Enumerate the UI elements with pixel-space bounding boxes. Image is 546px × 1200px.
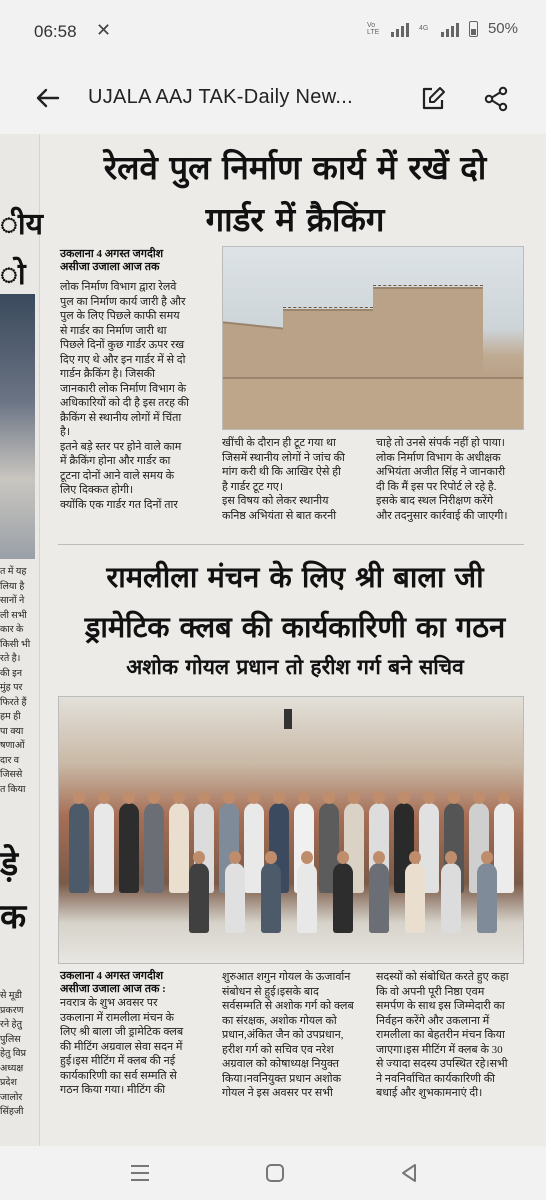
adjacent-text-fragment: हम ही <box>0 712 21 722</box>
text-line: कि वो अपनी पूरी निष्ठा एवम <box>376 985 485 998</box>
text-line: प्रधान,अंकित जैन को उपप्रधान, <box>222 1029 344 1041</box>
text-line: दिए गए थे और इन गार्डर में से दो <box>60 353 186 366</box>
adjacent-text-fragment: से मूडी <box>0 991 23 1001</box>
adjacent-text-fragment: फिरते हैं <box>0 697 27 708</box>
text-line: इसके बाद स्थल निरीक्षण करेंगे <box>376 495 494 507</box>
adjacent-text-fragment: लिया है <box>0 581 25 592</box>
text-line: लिए दिक्कत होगी। <box>60 484 134 496</box>
article1-headline <box>60 142 530 246</box>
adjacent-photo <box>0 294 35 559</box>
adjacent-text-fragment: की इन <box>0 668 23 679</box>
text-line: क्रैकिंग से स्थानीय लोगों में चिंता <box>60 411 182 424</box>
text-line: है गार्डर टूट गए। <box>222 480 284 493</box>
adjacent-text-fragment: पुलिस <box>0 1034 21 1045</box>
status-icons <box>367 20 518 37</box>
text-line: इतने बड़े स्तर पर होने वाले काम <box>60 440 182 453</box>
article1-column1 <box>60 280 216 512</box>
x-icon: ✕ <box>96 20 112 41</box>
text-line: समर्पण के साथ इस जिम्मेदारी का <box>376 1000 505 1012</box>
article2-headline-line2: ड्रामेटिक क्लब की कार्यकारिणी का गठन <box>84 610 506 644</box>
text-line: अग्रवाल को कोषाध्यक्ष नियुक्त <box>222 1058 339 1070</box>
adjacent-heading-fragment: ीय <box>0 207 43 242</box>
article1-column3 <box>376 436 524 523</box>
adjacent-text-fragment: जालोर <box>0 1092 23 1103</box>
adjacent-text-fragment: रने हेतु <box>0 1020 22 1030</box>
group-member-figure <box>369 863 389 933</box>
adjacent-text-fragment: जिससे <box>0 770 23 780</box>
article2-headline-line1: रामलीला मंचन के लिए श्री बाला जी <box>106 560 484 594</box>
text-line: टूटना दोनों आने वाले समय के <box>60 469 175 482</box>
share-icon[interactable] <box>483 86 509 112</box>
adjacent-text-fragment: त किया <box>0 784 26 795</box>
volte-indicator: Vo LTE <box>366 21 380 36</box>
article2-byline-line2: असीजा उजाला आज तक : <box>60 983 166 995</box>
article2-column1 <box>60 996 216 1098</box>
text-line: मांग करी थी कि आखिर ऐसे ही <box>222 466 341 478</box>
group-member-figure <box>69 803 89 893</box>
text-line: इस विषय को लेकर स्थानीय <box>222 495 329 507</box>
status-bar <box>0 0 546 62</box>
group-member-figure <box>189 863 209 933</box>
group-member-figure <box>144 803 164 893</box>
article2-column2 <box>222 970 368 1101</box>
article2-column3 <box>376 970 524 1101</box>
text-line: लिए श्री बाला जी ड्रामेटिक क्लब <box>60 1026 184 1038</box>
text-line: गार्डन क्रैकिंग है। जिसकी <box>60 368 155 380</box>
adjacent-column-fragment <box>0 134 43 1146</box>
article1-column2 <box>222 436 368 523</box>
text-line: सर्वसम्मति से अशोक गर्ग को क्लब <box>222 1000 354 1012</box>
group-member-figure <box>169 803 189 893</box>
adjacent-text-fragment: रते है। <box>0 654 21 664</box>
adjacent-text-fragment: सिंहजी <box>0 1107 24 1117</box>
article1-byline-line2: असीजा उजाला आज तक <box>60 261 160 273</box>
text-line: की मीटिंग अग्रवाल सेवा सदन में <box>60 1040 183 1053</box>
home-icon[interactable] <box>260 1158 290 1188</box>
article-source-title: UJALA AAJ TAK-Daily New... <box>88 86 353 108</box>
group-member-figure <box>297 863 317 933</box>
text-line: पिछले दिनों कुछ गार्डर ऊपर रख <box>60 339 185 351</box>
group-member-figure <box>333 863 353 933</box>
arrow-left-icon[interactable] <box>32 82 64 114</box>
text-line: हुई।इस मीटिंग में क्लब की नई <box>60 1055 176 1067</box>
text-line: उकलाना में रामलीला मंचन के <box>60 1011 174 1024</box>
text-line: कनिष्ठ अभियंता से बात करनी <box>222 509 337 522</box>
adjacent-text-fragment: मुंह पर <box>0 683 23 693</box>
adjacent-text-fragment: किसी भी <box>0 639 31 650</box>
adjacent-text-fragment: पा क्या <box>0 726 24 737</box>
article-divider <box>58 544 524 545</box>
app-bar <box>0 62 546 134</box>
text-line: अभियंता अजीत सिंह ने जानकारी <box>376 466 506 478</box>
text-line: बधाई और शुभकामनाएं दी। <box>376 1087 483 1099</box>
signal-strength-icon-2 <box>441 21 459 37</box>
adjacent-text-fragment: हेतु विप्र <box>0 1049 26 1059</box>
network-type: 4G <box>418 25 429 32</box>
article2-subheadline: अशोक गोयल प्रधान तो हरीश गर्ग बने सचिव <box>126 655 464 679</box>
group-member-figure <box>494 803 514 893</box>
girder-bridge-photo <box>222 246 524 430</box>
text-line: पुल के लिए पिछले काफी समय <box>60 310 180 322</box>
article1-byline-line1: उकलाना 4 अगस्त जगदीश <box>60 248 164 260</box>
group-member-figure <box>225 863 245 933</box>
text-line: अधिकारियों को दी है इस तरह की <box>60 397 189 409</box>
text-line: और तदनुसार कार्रवाई की जाएगी। <box>376 509 508 522</box>
text-line: ने नवनिर्वाचित कार्यकारिणी की <box>376 1072 496 1085</box>
text-line: सदस्यों को संबोधित करते हुए कहा <box>376 971 509 983</box>
article2-byline <box>60 970 166 996</box>
adjacent-text-fragment: प्रकरण <box>0 1005 24 1016</box>
group-member-figure <box>441 863 461 933</box>
text-line: गठन किया गया। मीटिंग की <box>60 1084 166 1096</box>
group-member-figure <box>405 863 425 933</box>
article2-headline <box>60 552 530 652</box>
text-line: का संरक्षक, अशोक गोयल को <box>222 1014 337 1027</box>
adjacent-text-fragment: ली सभी <box>0 610 27 621</box>
group-member-figure <box>119 803 139 893</box>
newspaper-clipping[interactable] <box>0 134 546 1146</box>
text-line: गोयल ने इस अवसर पर सभी <box>222 1087 333 1099</box>
group-member-figure <box>261 863 281 933</box>
adjacent-text-fragment: षणाओं <box>0 741 25 751</box>
text-line: से ज्यादा सदस्य उपस्थित रहे।सभी <box>376 1058 508 1070</box>
text-line: चाहे तो उनसे संपर्क नहीं हो पाया। <box>376 437 505 449</box>
text-line: पुल का निर्माण कार्य जारी है और <box>60 295 186 308</box>
adjacent-text-fragment: कार के <box>0 625 24 635</box>
status-time: 06:58 <box>34 22 77 41</box>
text-line: संबोधन से हुई।इसके बाद <box>222 985 319 998</box>
battery-percent: 50% <box>487 20 518 37</box>
article1-byline <box>60 248 163 274</box>
text-line: से गार्डर का निर्माण जारी था <box>60 324 167 337</box>
text-line: लोक निर्माण विभाग द्वारा रेलवे <box>60 281 177 293</box>
adjacent-heading-fragment-2: ो <box>0 257 26 292</box>
battery-icon <box>469 21 478 37</box>
adjacent-big-fragment-2: क <box>0 897 27 937</box>
text-line: में क्रैकिंग होना और गार्डर का <box>60 455 171 467</box>
text-line: हरीश गर्ग को सचिव एव नरेश <box>222 1043 334 1056</box>
text-line: जिसमें स्थानीय लोगों ने जांच की <box>222 451 345 464</box>
system-nav-bar <box>0 1146 546 1200</box>
adjacent-big-fragment-1: ड़े <box>0 844 19 884</box>
adjacent-text-fragment: दार व <box>0 755 20 766</box>
text-line: शुरुआत शगुन गोयल के ऊजार्वान <box>222 971 351 983</box>
club-group-photo <box>58 696 524 964</box>
text-line: नवरात्र के शुभ अवसर पर <box>60 997 158 1009</box>
article1-headline-line2: गार्डर में क्रैकिंग <box>205 200 385 239</box>
adjacent-text-fragment: सानों ने <box>0 596 25 606</box>
text-line: क्योंकि एक गार्डर गत दिनों तार <box>60 498 178 511</box>
text-line: है। <box>60 426 71 438</box>
text-line: कार्यकारिणी का सर्व सम्मति से <box>60 1069 177 1082</box>
article2-byline-line1: उकलाना 4 अगस्त जगदीश <box>60 970 164 982</box>
text-line: दी कि मैं इस पर रिपोर्ट ले रहे है. <box>376 480 497 493</box>
article1-headline-line1: रेलवे पुल निर्माण कार्य में रखें दो <box>103 148 487 187</box>
text-line: किया।नवनियुक्त प्रधान अशोक <box>222 1072 342 1085</box>
recent-apps-icon[interactable] <box>125 1158 155 1188</box>
text-line: खींची के दौरान ही टूट गया था <box>222 437 336 449</box>
adjacent-text-fragment: अध्यक्ष <box>0 1063 24 1074</box>
text-line: जानकारी लोक निर्माण विभाग के <box>60 382 187 395</box>
text-line: लोक निर्माण विभाग के अधीक्षक <box>376 451 501 464</box>
signal-strength-icon <box>391 21 409 37</box>
adjacent-text-fragment: त में यह <box>0 567 27 577</box>
edit-square-icon[interactable] <box>420 86 446 112</box>
group-member-figure <box>94 803 114 893</box>
text-line: निर्वहन करेंगे और उकलाना में <box>376 1014 490 1027</box>
text-line: रामलीला का बेहतरीन मंचन किया <box>376 1029 505 1041</box>
adjacent-text-fragment: प्रदेश <box>0 1078 17 1088</box>
text-line: जाएगा।इस मीटिंग में क्लब के 30 <box>376 1043 503 1056</box>
group-member-figure <box>477 863 497 933</box>
back-triangle-icon[interactable] <box>394 1158 424 1188</box>
